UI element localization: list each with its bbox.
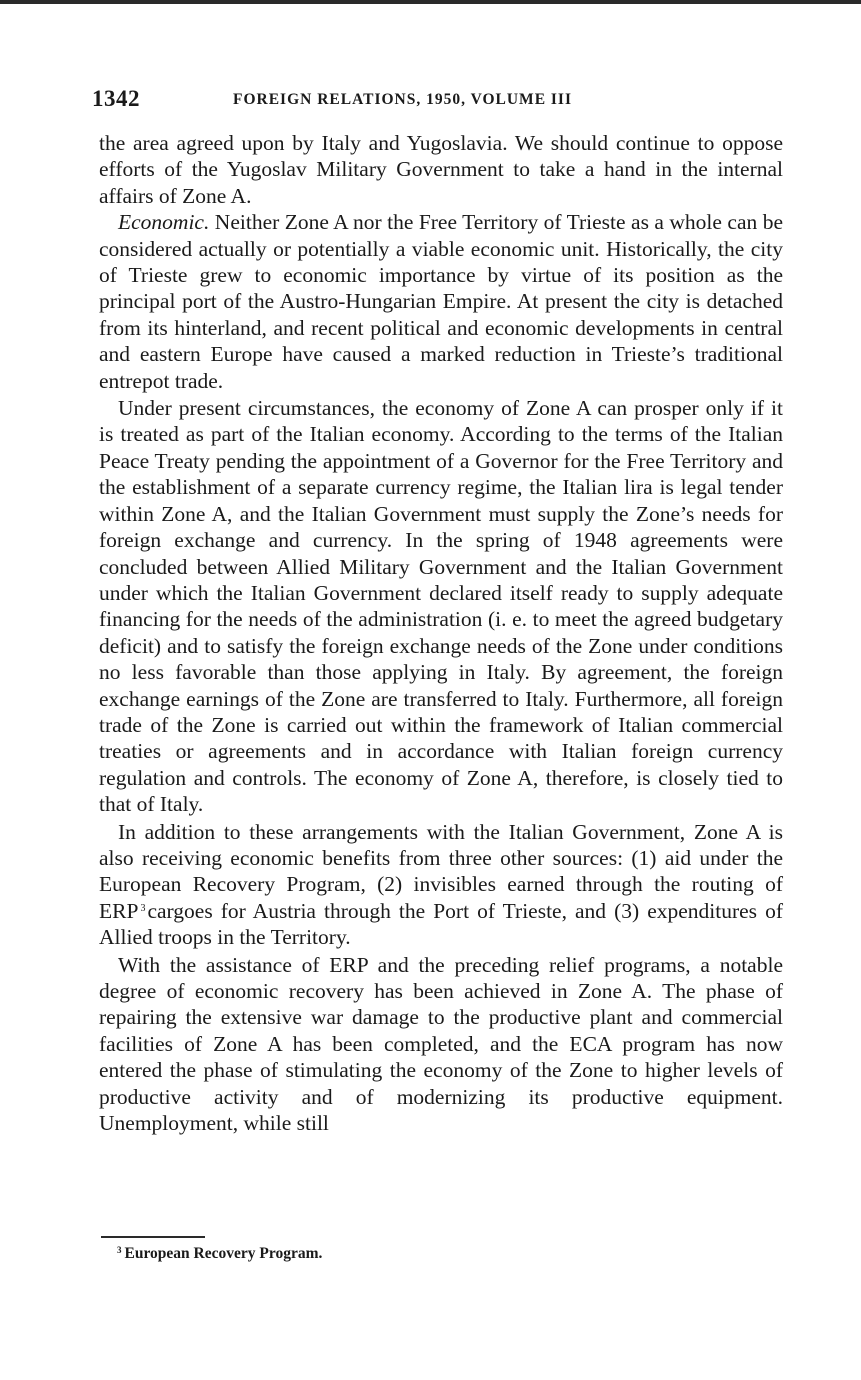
footnote-text: European Recovery Program. [124,1245,323,1262]
running-head [92,86,792,116]
paragraph-economic [99,209,783,394]
running-title: FOREIGN RELATIONS, 1950, VOLUME III [233,91,572,108]
paragraph-lead-economic: Economic. [118,210,210,235]
footnote-reference[interactable]: 3 [140,902,146,914]
paragraph-additional-text-end: cargoes for Austria through the Port of Trieste, and (3) expenditures of Allied troops in the Territory. [99,898,783,950]
paragraph-continuation: the area agreed upon by Italy and Yugoslavia. We should continue to oppose efforts of the Yugoslav Military Government to take a hand in the internal affairs of Zone A. [99,131,783,208]
paragraph-additional-text-start: In addition to these arrangements with the Italian Government, Zone A is also receiving economic benefits from three other sources: (1) aid under the European Recovery Program, (2) invisibles earned through the routing of ERP [99,819,783,923]
paragraph-additional-arrangements [99,819,783,951]
footnote-marker: 3 [117,1245,122,1255]
paragraph-present-circumstances: Under present circumstances, the economy of Zone A can prosper only if it is treated as part of the Italian economy. According to the terms of the Italian Peace Treaty pending the appointment of a Governor for the Free Territory and the establishment of a separate currency regime, the Italian lira is legal tender within Zone A, and the Italian Government must supply the Zone’s needs for foreign exchange and currency. In the spring of 1948 agreements were concluded between Allied Military Government and the Italian Government under which the Italian Government declared itself ready to supply adequate financing for the needs of the administration (i. e. to meet the agreed budgetary deficit) and to satisfy the foreign exchange needs of the Zone under conditions no less favorable than those applying in Italy. By agreement, the foreign exchange earnings of the Zone are transferred to Italy. Furthermore, all foreign trade of the Zone is carried out within the framework of Italian commercial treaties or agreements and in accordance with Italian foreign currency regulation and controls. The economy of Zone A, therefore, is closely tied to that of Italy. [99,396,783,817]
footnote-divider [101,1236,205,1238]
top-edge-rule [0,0,861,4]
body-text [99,130,783,1136]
page-number: 1342 [92,86,140,111]
paragraph-economic-text: Neither Zone A nor the Free Territory of Trieste as a whole can be considered actually or potentially a viable economic unit. Historically, the city of Trieste grew to economic importance by virtue of its position as the principal port of the Austro-Hungarian Empire. At present the city is detached from its hinterland, and recent political and economic developments in central and eastern Europe have caused a marked reduction in Trieste’s traditional entrepot trade. [99,210,783,393]
paragraph-erp-assistance: With the assistance of ERP and the preceding relief programs, a notable degree of economic recovery has been achieved in Zone A. The phase of repairing the extensive war damage to the productive plant and commercial facilities of Zone A has been completed, and the ECA program has now entered the phase of stimulating the economy of the Zone to higher levels of productive activity and of modernizing its productive equipment. Unemployment, while still [99,952,783,1136]
footnote [117,1245,322,1263]
